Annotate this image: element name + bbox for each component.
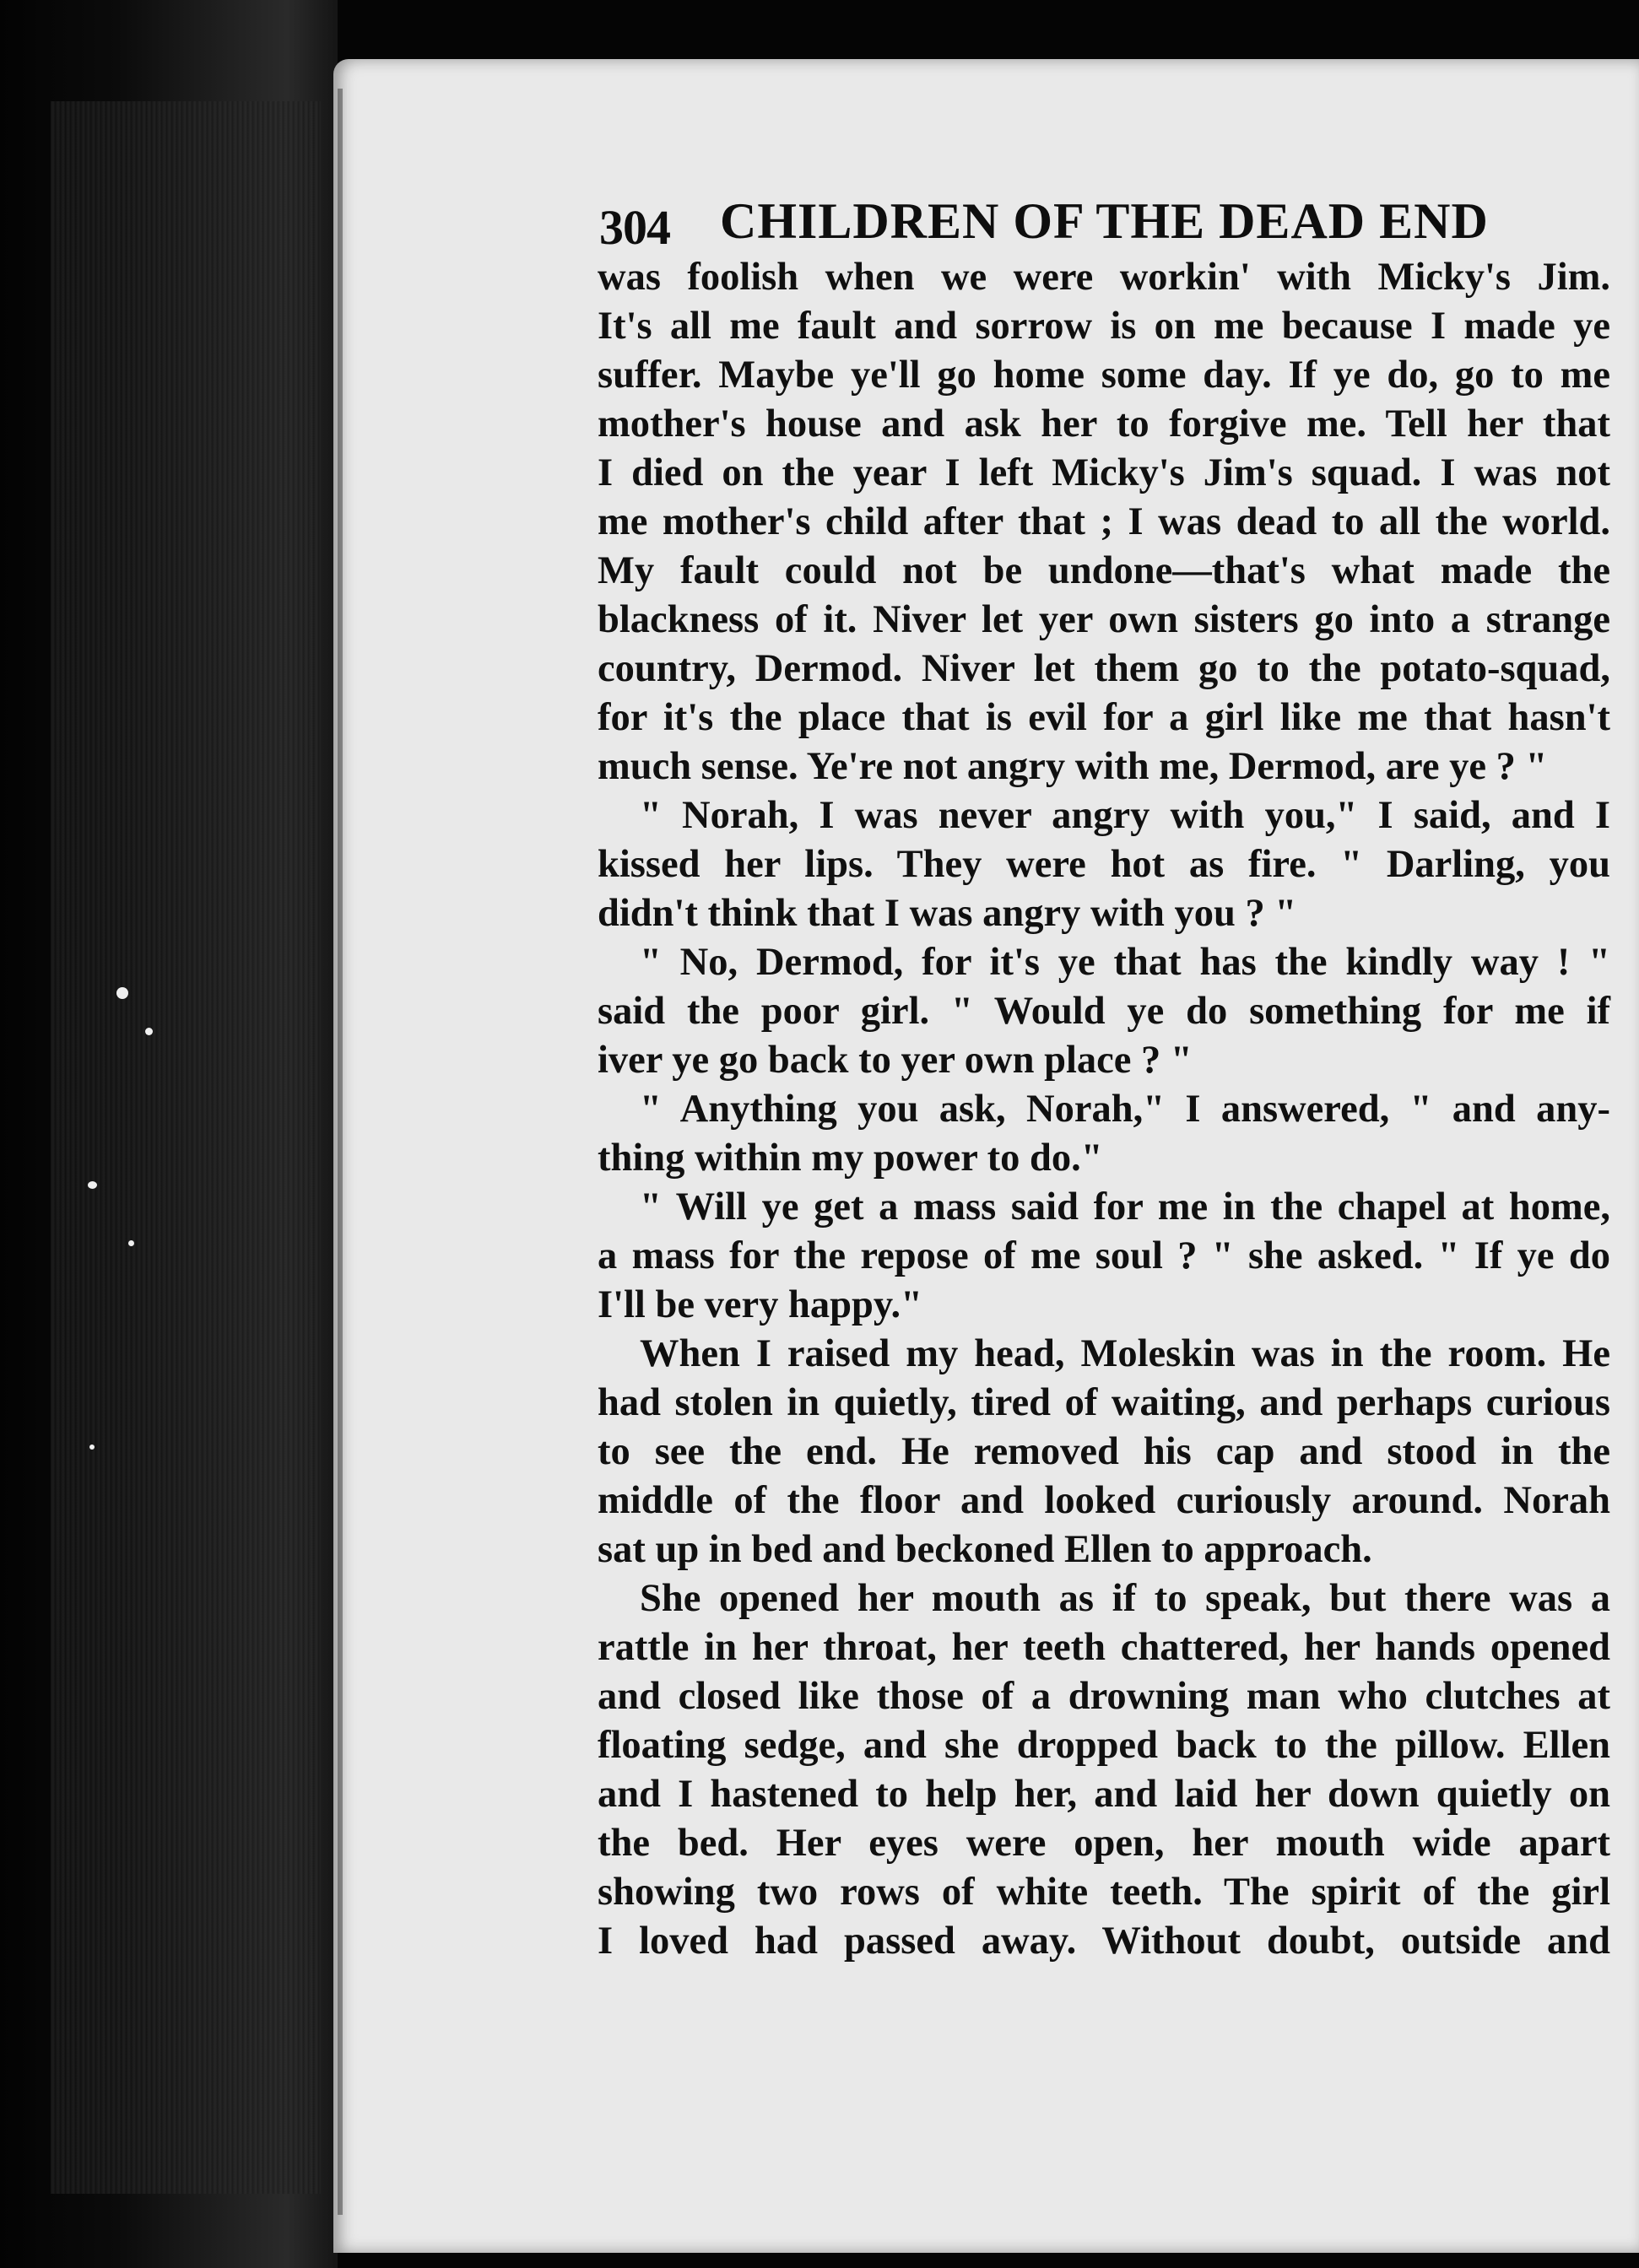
dust-speck [116, 987, 128, 999]
text-line: sat up in bed and beckoned Ellen to approach. [598, 1528, 1372, 1571]
text-line: " Anything you ask, Norah," I answered, " and any- [640, 1088, 1610, 1131]
text-line: country, Dermod. Niver let them go to the potato-squad, [598, 647, 1610, 690]
running-title: CHILDREN OF THE DEAD END [720, 193, 1489, 249]
text-line: and closed like those of a drowning man who clutches at [598, 1675, 1610, 1718]
dust-speck [89, 1444, 95, 1450]
text-line: and I hastened to help her, and laid her down quietly on [598, 1773, 1610, 1816]
page-body-text [598, 253, 1610, 1966]
text-line: My fault could not be undone—that's what made the [598, 549, 1610, 592]
dust-speck [128, 1240, 134, 1246]
text-line: thing within my power to do." [598, 1137, 1103, 1180]
text-line: to see the end. He removed his cap and stood in the [598, 1430, 1610, 1473]
dust-speck [88, 1181, 97, 1189]
text-line: It's all me fault and sorrow is on me because I made ye [598, 305, 1610, 348]
text-line: She opened her mouth as if to speak, but there was a [640, 1577, 1610, 1620]
text-line: said the poor girl. " Would ye do something for me if [598, 990, 1610, 1033]
text-line: me mother's child after that ; I was dead to all the world. [598, 500, 1610, 543]
text-line: for it's the place that is evil for a girl like me that hasn't [598, 696, 1610, 739]
text-line: floating sedge, and she dropped back to the pillow. Ellen [598, 1724, 1610, 1767]
text-line: mother's house and ask her to forgive me. Tell her that [598, 402, 1610, 446]
text-line: didn't think that I was angry with you ? " [598, 892, 1297, 935]
text-line: " Will ye get a mass said for me in the chapel at home, [640, 1185, 1610, 1228]
text-line: rattle in her throat, her teeth chattered, her hands opened [598, 1626, 1610, 1669]
page-number: 304 [599, 200, 670, 255]
text-line: much sense. Ye're not angry with me, Dermod, are ye ? " [598, 745, 1548, 788]
text-line: a mass for the repose of me soul ? " she asked. " If ye do [598, 1234, 1610, 1277]
book-binding [0, 0, 338, 2268]
text-line: suffer. Maybe ye'll go home some day. If ye do, go to me [598, 354, 1610, 397]
dust-speck [145, 1028, 153, 1035]
text-line: " Norah, I was never angry with you," I said, and I [640, 794, 1610, 837]
text-line: " No, Dermod, for it's ye that has the kindly way ! " [640, 941, 1610, 984]
text-line: middle of the floor and looked curiously around. Norah [598, 1479, 1610, 1522]
text-line: had stolen in quietly, tired of waiting, and perhaps curious [598, 1381, 1610, 1424]
text-line: iver ye go back to yer own place ? " [598, 1039, 1193, 1082]
page-edge-shadow [338, 89, 343, 2215]
text-line: kissed her lips. They were hot as fire. " Darling, you [598, 843, 1610, 886]
page-header [599, 187, 1578, 255]
text-line: I loved had passed away. Without doubt, outside and [598, 1920, 1610, 1963]
text-line: blackness of it. Niver let yer own sisters go into a strange [598, 598, 1610, 641]
text-line: When I raised my head, Moleskin was in the room. He [640, 1332, 1610, 1375]
text-line: I died on the year I left Micky's Jim's squad. I was not [598, 451, 1610, 494]
text-line: the bed. Her eyes were open, her mouth wide apart [598, 1822, 1610, 1865]
text-line: I'll be very happy." [598, 1283, 922, 1326]
text-line: was foolish when we were workin' with Micky's Jim. [598, 256, 1610, 299]
spine-texture [51, 101, 321, 2194]
text-line: showing two rows of white teeth. The spirit of the girl [598, 1871, 1610, 1914]
